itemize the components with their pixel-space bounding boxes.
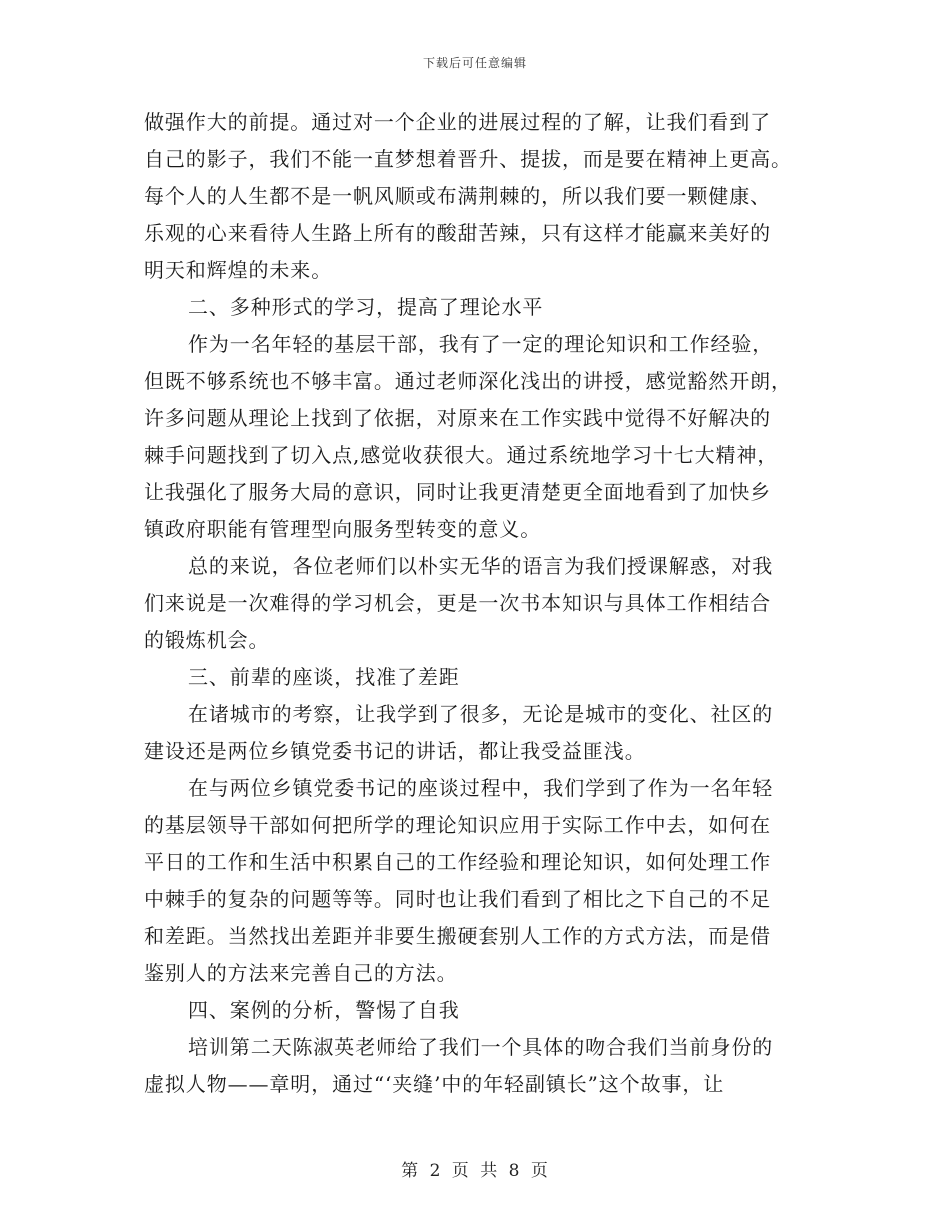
page-header: 下载后可任意编辑 — [422, 56, 527, 70]
text-line: 平日的工作和生活中积累自己的工作经验和理论知识，如何处理工作 — [144, 850, 771, 874]
text-line: 的基层领导干部如何把所学的理论知识应用于实际工作中去，如何在 — [144, 813, 771, 837]
text-line: 中棘手的复杂的问题等等。同时也让我们看到了相比之下自己的不足 — [144, 887, 771, 911]
text-line: 建设还是两位乡镇党委书记的讲话，都让我受益匪浅。 — [144, 739, 646, 763]
text-line: 做强作大的前提。通过对一个企业的进展过程的了解，让我们看到了 — [144, 110, 771, 134]
text-line: 乐观的心来看待人生路上所有的酸甜苦辣，只有这样才能赢来美好的 — [144, 221, 771, 245]
document-body — [144, 104, 808, 1103]
text-line: 自己的影子，我们不能一直梦想着晋升、提拔，而是要在精神上更高。 — [144, 147, 792, 171]
text-line: 在诸城市的考察，让我学到了很多，无论是城市的变化、社区的 — [188, 702, 774, 726]
text-line: 让我强化了服务大局的意识，同时让我更清楚更全面地看到了加快乡 — [144, 480, 771, 504]
text-line: 鉴别人的方法来完善自己的方法。 — [144, 961, 458, 985]
text-line: 棘手问题找到了切入点,感觉收获很大。通过系统地学习十七大精神， — [144, 443, 779, 467]
text-line: 明天和辉煌的未来。 — [144, 258, 333, 282]
section-heading: 四、案例的分析，警惕了自我 — [188, 998, 460, 1022]
section-heading: 三、前辈的座谈，找准了差距 — [188, 665, 460, 689]
text-line: 和差距。当然找出差距并非要生搬硬套别人工作的方式方法，而是借 — [144, 924, 771, 948]
text-line: 作为一名年轻的基层干部，我有了一定的理论知识和工作经验， — [188, 332, 774, 356]
text-line: 培训第二天陈淑英老师给了我们一个具体的吻合我们当前身份的 — [188, 1035, 774, 1059]
text-line: 许多问题从理论上找到了依据，对原来在工作实践中觉得不好解决的 — [144, 406, 771, 430]
text-line: 们来说是一次难得的学习机会，更是一次书本知识与具体工作相结合 — [144, 591, 771, 615]
page-number-footer: 第 2 页 共 8 页 — [401, 1161, 549, 1181]
text-line: 虚拟人物——章明，通过“‘夹缝’中的年轻副镇长”这个故事，让 — [144, 1072, 725, 1096]
text-line: 镇政府职能有管理型向服务型转变的意义。 — [144, 517, 542, 541]
text-line: 在与两位乡镇党委书记的座谈过程中，我们学到了作为一名年轻 — [188, 776, 774, 800]
text-line: 但既不够系统也不够丰富。通过老师深化浅出的讲授，感觉豁然开朗， — [144, 369, 792, 393]
text-line: 总的来说，各位老师们以朴实无华的语言为我们授课解惑，对我 — [188, 554, 774, 578]
section-heading: 二、多种形式的学习，提高了理论水平 — [188, 295, 544, 319]
text-line: 的锻炼机会。 — [144, 628, 270, 652]
text-line: 每个人的人生都不是一帆风顺或布满荆棘的，所以我们要一颗健康、 — [144, 184, 771, 208]
